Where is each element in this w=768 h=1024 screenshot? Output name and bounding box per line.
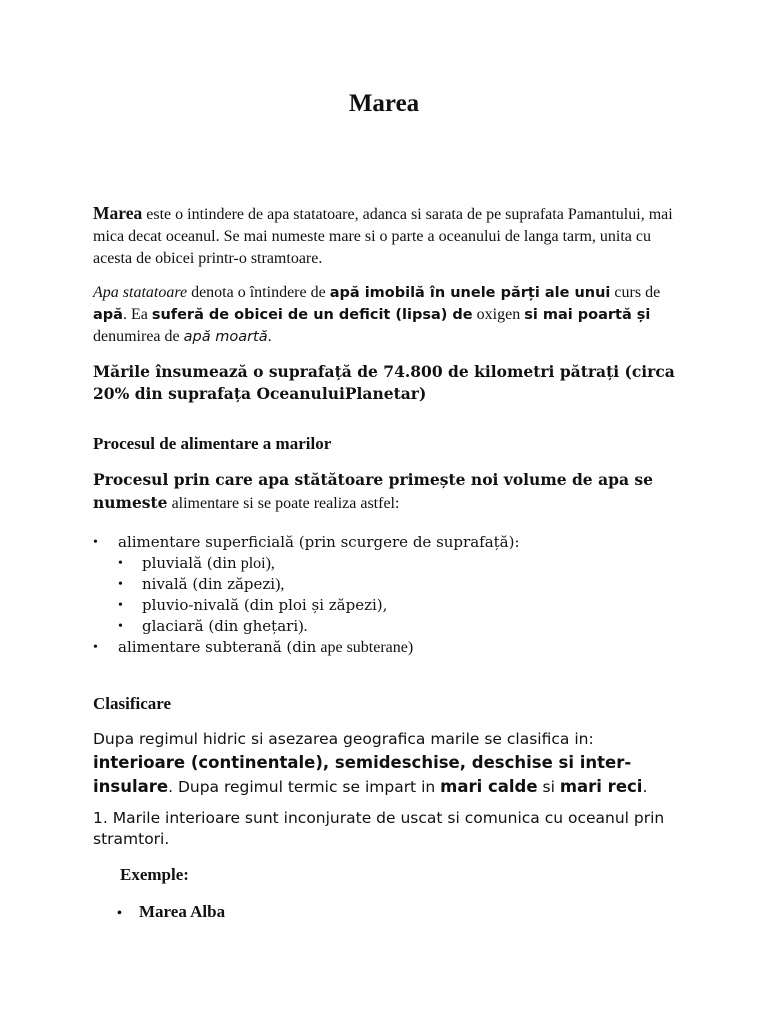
stagnant-text-6: . [267, 328, 272, 345]
feeding-bold: Procesul prin care apa stătătoare primește noi volume de apa se numeste [93, 470, 653, 512]
surface-feeding-sublist [118, 553, 520, 637]
list-item [118, 616, 520, 637]
stagnant-bold-2: apă [93, 307, 123, 323]
list-item [93, 637, 520, 658]
intro-text: este o intindere de apa statatoare, adanca si sarata de pe suprafata Pamantului, mai mica decat oceanul. Se mai numeste mare si o parte a oceanului de langa tarm, unita cu acesta de obicei printr-o stramtoare. [93, 206, 673, 267]
intro-lead: Marea [93, 203, 143, 223]
classification-text-1: Dupa regimul hidric si asezarea geografica marile se clasifica in: [93, 730, 594, 748]
feeding-list [93, 532, 520, 658]
feeding-text: alimentare si se poate realiza astfel: [167, 495, 400, 512]
classification-text-3: si [537, 778, 560, 796]
underground-feeding-label: alimentare subterană (din [118, 638, 317, 656]
interior-seas-paragraph: 1. Marile interioare sunt inconjurate de uscat si comunica cu oceanul prin stramtori. [93, 809, 665, 848]
stagnant-bold-3: suferă de obicei de un deficit (lipsa) de [151, 307, 473, 323]
bullet: • [117, 906, 122, 921]
list-item [118, 595, 520, 616]
examples-label: Exemple: [120, 865, 189, 884]
list-item [118, 553, 520, 574]
sub-item-text: ). [298, 618, 308, 635]
surface-feeding-label: alimentare superficială (prin scurgere de suprafață): [118, 533, 520, 551]
stagnant-bold-1: apă imobilă în unele părți ale unui [329, 285, 611, 301]
sub-item-bold: pluvială (din [142, 554, 237, 572]
classification-text-4: . [642, 778, 648, 796]
example-marea-alba: Marea Alba [139, 902, 226, 921]
stagnant-text-3: . Ea [122, 306, 152, 323]
stagnant-text-1: denota o întindere de [187, 284, 330, 301]
list-item [117, 900, 225, 926]
stagnant-text-2: curs de [610, 284, 661, 301]
sub-item-text: ), [275, 576, 285, 593]
list-item [118, 574, 520, 595]
sub-item-bold: nivală (din zăpezi [142, 575, 276, 593]
feeding-heading: Procesul de alimentare a marilor [93, 434, 332, 453]
classification-bold-1: interioare (continentale), semideschise, deschise si inter-insulare [93, 753, 632, 796]
page-title: Marea [348, 90, 420, 117]
stagnant-text-5: denumirea de [93, 328, 184, 345]
list-item [93, 532, 520, 637]
stagnant-term: Apa statatoare [93, 284, 188, 301]
underground-feeding-tail: ape subterane) [316, 639, 414, 656]
stagnant-bold-4: si mai poartă și [524, 307, 651, 323]
cold-seas: mari reci [559, 777, 643, 796]
sub-item-bold: glaciară (din ghețari [142, 617, 299, 635]
classification-paragraph [93, 727, 683, 799]
classification-text-2: . Dupa regimul termic se impart in [168, 778, 441, 796]
stagnant-text-4: oxigen [472, 306, 525, 323]
dead-water-term: apă moartă [183, 329, 268, 345]
sub-item-bold: pluvio-nivală (din ploi și zăpezi), [142, 596, 388, 614]
sub-item-text: ploi), [236, 555, 275, 572]
stagnant-water-paragraph [93, 282, 683, 348]
area-paragraph: Mările însumează o suprafață de 74.800 de kilometri pătrați (circa 20% din suprafața OceanuluiPlanetar) [93, 362, 675, 403]
warm-seas: mari calde [440, 777, 538, 796]
intro-paragraph [93, 202, 683, 270]
feeding-paragraph [93, 469, 683, 515]
classification-heading: Clasificare [93, 694, 172, 713]
